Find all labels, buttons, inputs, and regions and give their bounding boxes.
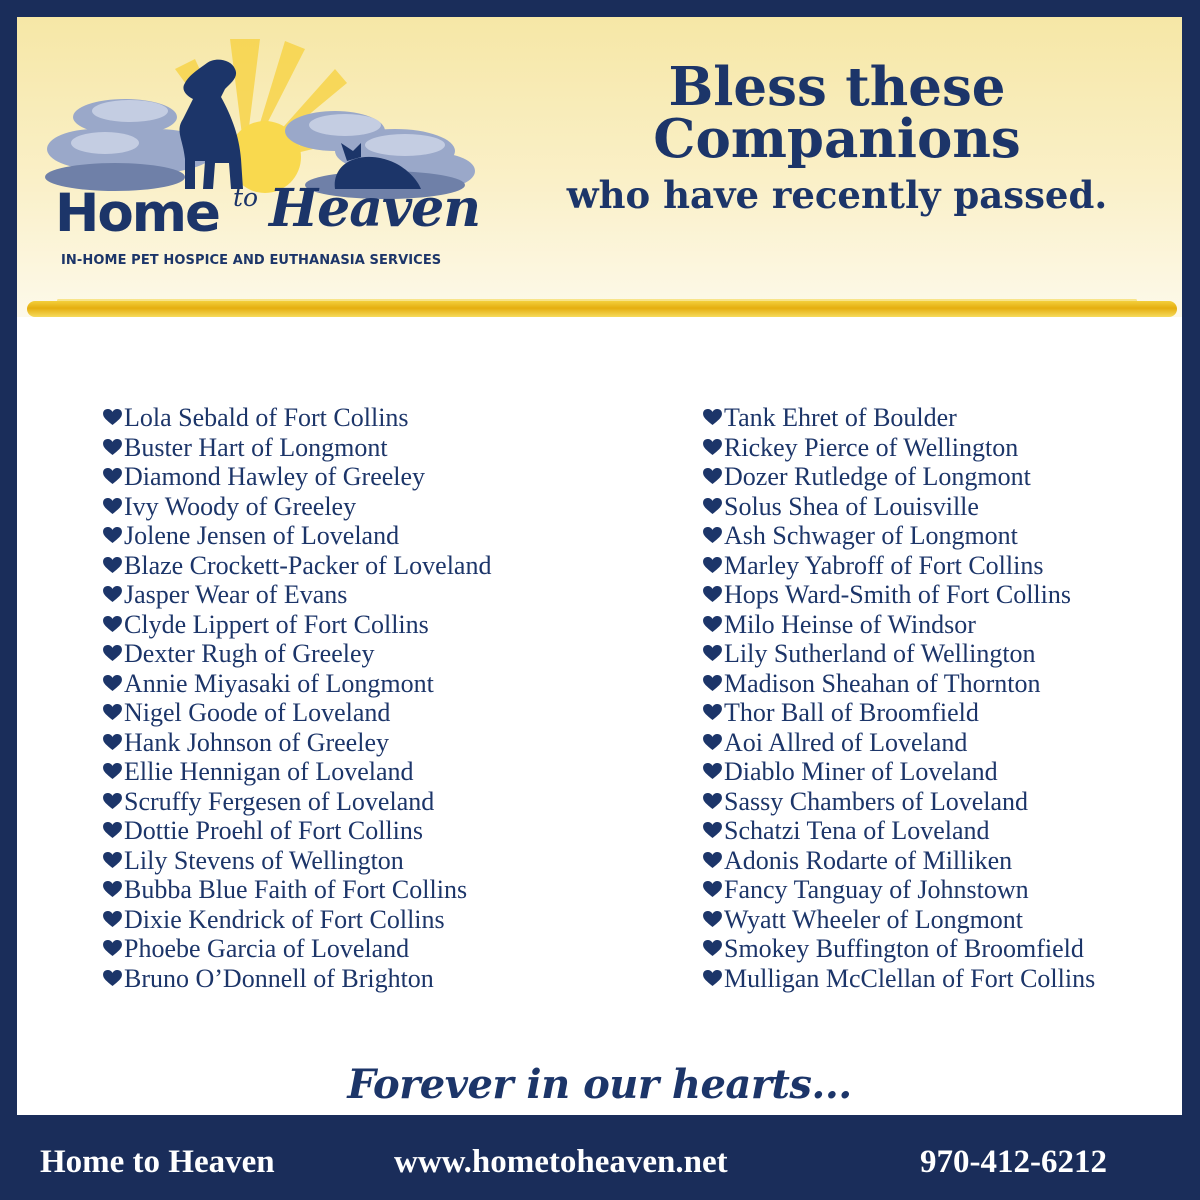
companion-name: Dottie Proehl of Fort Collins [124, 816, 423, 845]
heart-icon [703, 468, 722, 485]
companion-name: Diamond Hawley of Greeley [124, 462, 426, 491]
companion-name: Clyde Lippert of Fort Collins [124, 609, 429, 639]
companion-name: Smokey Buffington of Broomfield [724, 934, 1084, 963]
companion-name: Dozer Rutledge of Longmont [724, 462, 1031, 491]
companion-entry [103, 934, 491, 964]
heart-icon [103, 822, 122, 839]
heart-icon [103, 468, 122, 485]
companion-name: Hops Ward-Smith of Fort Collins [724, 580, 1072, 609]
website-link[interactable]: www.hometoheaven.net [394, 1144, 728, 1180]
companion-entry [703, 728, 1095, 758]
heart-icon [103, 616, 122, 633]
companion-entry [103, 403, 491, 433]
heart-icon [703, 498, 722, 515]
heart-icon [103, 852, 122, 869]
companion-entry [703, 669, 1095, 699]
content-panel [17, 17, 1182, 1115]
heart-icon [103, 675, 122, 692]
footer-quote: Forever in our hearts... [347, 1061, 852, 1108]
companion-name: Schatzi Tena of Loveland [724, 816, 990, 845]
heart-icon [703, 439, 722, 456]
companion-name: Ivy Woody of Greeley [124, 491, 357, 521]
companions-list-right [703, 403, 1095, 993]
heart-icon [703, 645, 722, 662]
companion-entry [703, 846, 1095, 876]
companion-name: Bruno O’Donnell of Brighton [124, 963, 434, 993]
companion-entry [703, 875, 1095, 905]
heart-icon [703, 734, 722, 751]
heart-icon [703, 881, 722, 898]
companion-name: Ellie Hennigan of Loveland [124, 757, 414, 786]
companion-name: Marley Yabroff of Fort Collins [724, 550, 1044, 580]
companion-entry [103, 610, 491, 640]
heart-icon [703, 940, 722, 957]
phone-number[interactable]: 970-412-6212 [920, 1144, 1107, 1180]
companions-list-left [103, 403, 491, 993]
companion-name: Dixie Kendrick of Fort Collins [124, 904, 445, 934]
companion-name: Buster Hart of Longmont [124, 432, 388, 462]
logo-word-heaven: Heaven [269, 178, 481, 239]
companion-name: Bubba Blue Faith of Fort Collins [124, 875, 468, 904]
heart-icon [103, 409, 122, 426]
companion-entry [703, 639, 1095, 669]
companion-name: Scruffy Fergesen of Loveland [124, 786, 435, 816]
companion-entry [703, 433, 1095, 463]
header-gold-stripe [27, 301, 1177, 317]
companion-entry [103, 905, 491, 935]
companion-name: Solus Shea of Louisville [724, 491, 979, 521]
heart-icon [103, 704, 122, 721]
companion-name: Sassy Chambers of Loveland [724, 786, 1029, 816]
companion-entry [103, 846, 491, 876]
companion-name: Blaze Crockett-Packer of Loveland [124, 550, 492, 580]
title-line-3: who have recently passed. [566, 173, 1108, 217]
companion-name: Wyatt Wheeler of Longmont [724, 904, 1024, 934]
heart-icon [703, 852, 722, 869]
heart-icon [103, 881, 122, 898]
heart-icon [103, 734, 122, 751]
heart-icon [103, 970, 122, 987]
heart-icon [103, 763, 122, 780]
companion-name: Dexter Rugh of Greeley [124, 639, 375, 668]
companion-name: Fancy Tanguay of Johnstown [724, 875, 1029, 904]
heart-icon [103, 911, 122, 928]
companion-name: Rickey Pierce of Wellington [724, 432, 1019, 462]
heart-icon [103, 498, 122, 515]
heart-icon [703, 911, 722, 928]
companion-name: Jolene Jensen of Loveland [124, 521, 400, 550]
companion-name: Adonis Rodarte of Milliken [724, 845, 1013, 875]
heart-icon [703, 586, 722, 603]
companion-entry [103, 787, 491, 817]
title-line-1: Bless these [668, 56, 1006, 118]
heart-icon [703, 704, 722, 721]
logo-tagline: IN-HOME PET HOSPICE AND EUTHANASIA SERVICES [61, 253, 442, 268]
heart-icon [103, 793, 122, 810]
companion-entry [103, 875, 491, 905]
heart-icon [703, 793, 722, 810]
home-to-heaven-logo [35, 39, 481, 284]
companion-entry [103, 551, 491, 581]
companion-name: Lily Stevens of Wellington [124, 845, 404, 875]
companion-entry [703, 610, 1095, 640]
logo-word-home: Home [55, 183, 219, 244]
companion-entry [703, 905, 1095, 935]
companion-entry [103, 521, 491, 551]
companion-name: Annie Miyasaki of Longmont [124, 668, 434, 698]
companion-name: Ash Schwager of Longmont [724, 521, 1018, 550]
companion-name: Thor Ball of Broomfield [724, 698, 979, 727]
heart-icon [703, 822, 722, 839]
companion-entry [103, 669, 491, 699]
companion-name: Phoebe Garcia of Loveland [124, 934, 410, 963]
companion-name: Aoi Allred of Loveland [724, 727, 968, 757]
companion-entry [703, 787, 1095, 817]
companion-entry [103, 698, 491, 728]
heart-icon [103, 557, 122, 574]
heart-icon [703, 763, 722, 780]
companion-entry [703, 551, 1095, 581]
companion-name: Milo Heinse of Windsor [724, 609, 976, 639]
companion-name: Lily Sutherland of Wellington [724, 639, 1036, 668]
companion-entry [103, 462, 491, 492]
companion-name: Madison Sheahan of Thornton [724, 668, 1041, 698]
companion-entry [703, 816, 1095, 846]
heart-icon [103, 586, 122, 603]
heart-icon [703, 970, 722, 987]
companion-name: Hank Johnson of Greeley [124, 727, 389, 757]
heart-icon [703, 409, 722, 426]
companion-entry [103, 639, 491, 669]
companion-name: Nigel Goode of Loveland [124, 698, 391, 727]
companion-entry [703, 403, 1095, 433]
companion-name: Lola Sebald of Fort Collins [124, 403, 409, 432]
companion-name: Mulligan McClellan of Fort Collins [724, 963, 1096, 993]
companion-entry [103, 728, 491, 758]
heart-icon [703, 527, 722, 544]
companion-name: Jasper Wear of Evans [124, 580, 348, 609]
companion-entry [103, 492, 491, 522]
title-line-2: Companions [653, 108, 1021, 170]
companion-entry [703, 580, 1095, 610]
companion-entry [103, 580, 491, 610]
heart-icon [103, 439, 122, 456]
companion-entry [103, 757, 491, 787]
companion-entry [103, 433, 491, 463]
companion-entry [703, 698, 1095, 728]
companion-entry [703, 462, 1095, 492]
heart-icon [703, 675, 722, 692]
heart-icon [703, 616, 722, 633]
heart-icon [103, 527, 122, 544]
companion-entry [703, 492, 1095, 522]
heart-icon [103, 940, 122, 957]
heart-icon [103, 645, 122, 662]
companion-entry [703, 521, 1095, 551]
business-name: Home to Heaven [40, 1144, 275, 1180]
heart-icon [703, 557, 722, 574]
companion-entry [703, 757, 1095, 787]
companion-entry [103, 816, 491, 846]
companion-entry [703, 964, 1095, 994]
companion-name: Diablo Miner of Loveland [724, 757, 998, 786]
companion-entry [703, 934, 1095, 964]
logo-word-to: to [233, 183, 259, 212]
companion-entry [103, 964, 491, 994]
companion-name: Tank Ehret of Boulder [724, 403, 957, 432]
